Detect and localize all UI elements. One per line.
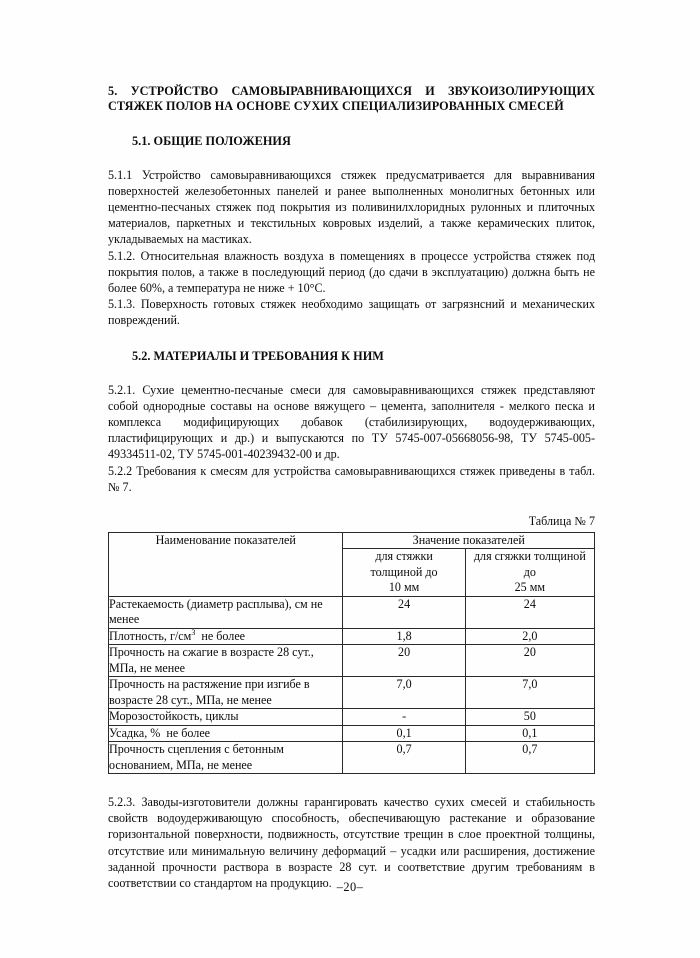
table-cell-value-25mm: 0,7 [465,742,594,774]
page-number: –20– [336,880,364,894]
sub-col2-line3: 25 мм [514,580,546,595]
table-row [109,725,595,742]
chapter-heading [108,84,595,115]
table-cell-value-10mm: 20 [343,645,465,677]
table-cell-indicator-name: Прочность на сжагие в возрасте 28 сут., МПа, не менее [109,645,343,677]
paragraph-5-1-1: 5.1.1 Устройство самовыравнивающихся стяжек предусматривается для выравнивания поверхностей железобетонных панелей и ранее выполненных монолигных бетонных или цементно-песчаных стяжек под покрытия из поливинилхлоридных рулонных и плиточных материалов, паркетных и текстильных ковровых изделий, а также керамических плиток, укладываемых на мастиках. [108,167,595,247]
table-header-name-column: Наименование показателей [109,533,343,597]
table-row [109,645,595,677]
specifications-table [108,532,595,774]
chapter-heading-line-2: СТЯЖЕК ПОЛОВ НА ОСНОВЕ СУХИХ СПЕЦИАЛИЗИРОВАННЫХ СМЕСЕЙ [108,99,564,114]
table-cell-indicator-name: Усадка, % не более [109,725,343,742]
paragraph-5-1-2: 5.1.2. Относительная влажность воздуха в помещениях в процессе устройства стяжек под покрытия полов, а также в последующий период (до сдачи в эксплуатацию) должна быть не более 60%, а температура не ниже + 10°С. [108,248,595,296]
sub-col2-line1: для сгяжки толщиной [473,549,586,564]
table-row [109,596,595,628]
table-cell-value-25mm: 50 [465,709,594,726]
table-cell-value-10mm: 0,7 [343,742,465,774]
table-cell-indicator-name: Плотность, $г/см^3$ не более [109,628,343,645]
table-row [109,709,595,726]
table-cell-indicator-name: Морозостойкость, циклы [109,709,343,726]
table-header-row-group [109,533,595,549]
paragraph-5-2-2: 5.2.2 Требования к смесям для устройства самовыравнивающихся стяжек приведены в табл. № 7. [108,463,595,494]
table-header-sub-column-1 [343,549,465,597]
table-cell-value-25mm: 7,0 [465,677,594,709]
page-content [108,84,595,891]
table-cell-value-10mm: - [343,709,465,726]
table-cell-value-25mm: 20 [465,645,594,677]
table-header [109,533,595,597]
table-cell-indicator-name: Прочность сцепления с бетонным основанием, МПа, не менее [109,742,343,774]
table-row [109,742,595,774]
table-cell-indicator-name: Прочность на растяжение при изгибе в возрасте 28 сут., МПа, не менее [109,677,343,709]
sub-col1-line1: для стяжки [375,549,433,564]
table-row [109,677,595,709]
sub-col1-line3: 10 мм [388,580,420,595]
table-cell-value-25mm: 0,1 [465,725,594,742]
paragraph-5-2-1: 5.2.1. Сухие цементно-песчаные смеси для самовыравнивающихся стяжек представляют собой однородные составы на основе вяжущего – цемента, заполнителя - мелкого песка и комплекса модифицирующих добавок (стабилизирующих, водоудерживающих, пластифицирующих и др.) и выпускаются по ТУ 5745-007-05668056-98, ТУ 5745-005-49334511-02, ТУ 5745-001-40239432-00 и др. [108,382,595,462]
table-cell-value-25mm: 24 [465,596,594,628]
paragraph-5-1-3: 5.1.3. Поверхность готовых стяжек необходимо защищать от загрязнсний и механических повреждений. [108,297,595,328]
sub-col1-line2: толщиной до [370,564,438,579]
table-cell-indicator-name: Растекаемость (диаметр расплыва), см не менее [109,596,343,628]
table-cell-value-25mm: 2,0 [465,628,594,645]
table-header-value-group: Значение показателей [343,533,595,549]
table-caption: Таблица № 7 [528,514,595,529]
table-body [109,596,595,774]
table-cell-value-10mm: 7,0 [343,677,465,709]
table-cell-value-10mm: 0,1 [343,725,465,742]
chapter-heading-line-1: 5. УСТРОЙСТВО САМОВЫРАВНИВАЮЩИХСЯ И ЗВУКОИЗОЛИРУЮЩИХ [108,84,595,98]
table-cell-value-10mm: 24 [343,596,465,628]
table-cell-value-10mm: 1,8 [343,628,465,645]
table-row [109,628,595,645]
paragraph-5-2-3: 5.2.3. Заводы-изготовители должны гарангировать качество сухих смесей и стабильность свойств водоудерживающую способность, обеспечивающую растекание и образование горизонтальной поверхности, подвижность, отсутствие трещин в слое проектной толщины, отсутствие или минимальную величину деформаций – усадки или расширения, достижение заданной прочности раствора в возрасте 28 сут. и соответствие другим требованиям в соответствии со стандартом на продукцию. [108,795,595,891]
section-heading-5-2: 5.2. МАТЕРИАЛЫ И ТРЕБОВАНИЯ К НИМ [132,348,384,363]
table-header-sub-column-2 [465,549,594,597]
sub-col2-line2: до [523,564,536,579]
section-heading-5-1: 5.1. ОБЩИЕ ПОЛОЖЕНИЯ [132,133,291,148]
